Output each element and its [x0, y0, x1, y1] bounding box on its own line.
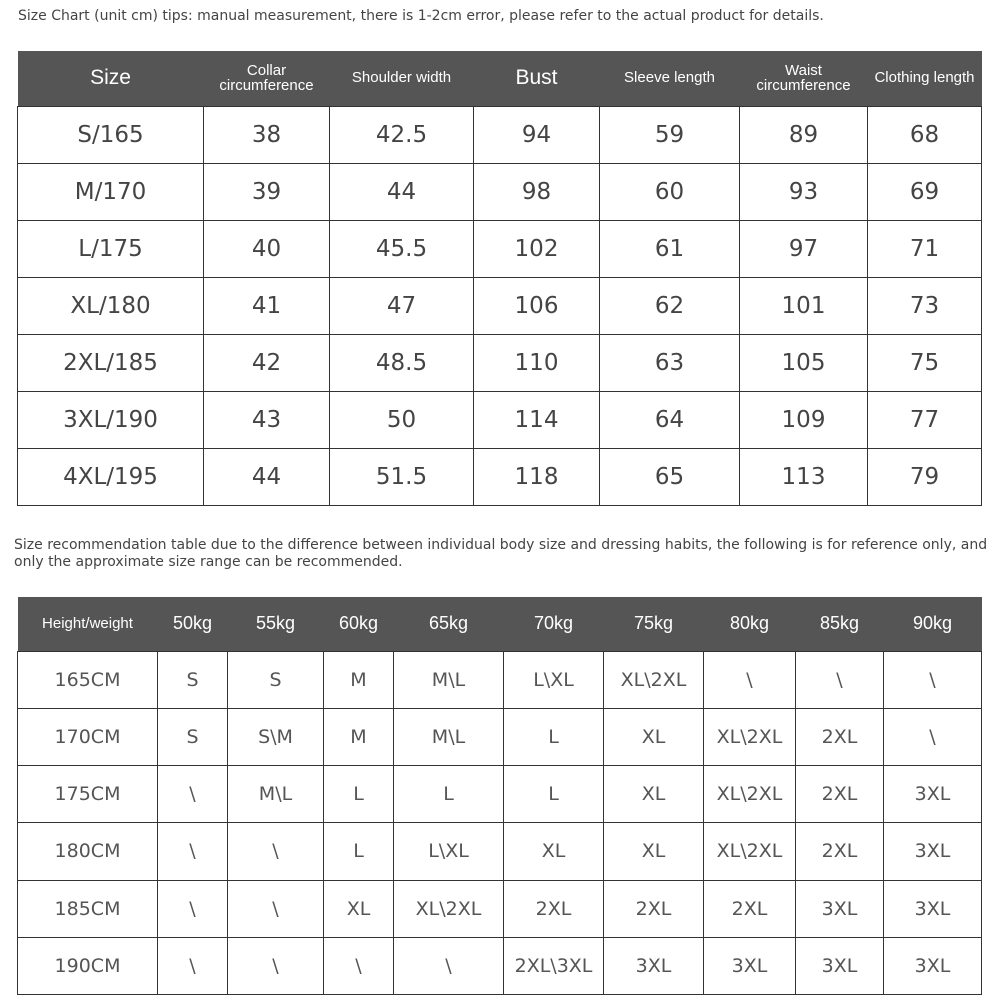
recommendation-row-label: 175CM [18, 766, 158, 823]
recommendation-table-body [18, 651, 982, 995]
recommendation-cell: 2XL\3XL [504, 937, 604, 994]
size-chart-table [17, 51, 982, 506]
recommendation-cell: 3XL [884, 823, 982, 880]
header-weight-50kg: 50kg [172, 613, 213, 634]
recommendation-cell: \ [884, 651, 982, 708]
size-chart-cell: 44 [330, 163, 474, 220]
size-chart-cell: 97 [740, 220, 868, 277]
header-bust: Bust [515, 66, 558, 90]
recommendation-cell: 2XL [504, 880, 604, 937]
recommendation-row [18, 708, 982, 765]
recommendation-cell: \ [228, 937, 324, 994]
size-chart-cell: 45.5 [330, 220, 474, 277]
size-chart-cell: 64 [600, 391, 740, 448]
recommendation-note: Size recommendation table due to the difference between individual body size and dressing habits, the following is for reference only, and only the approximate size range can be recommended. [14, 537, 988, 570]
header-weight-55kg: 55kg [255, 613, 296, 634]
recommendation-row-label: 180CM [18, 823, 158, 880]
header-weight-75kg: 75kg [633, 613, 674, 634]
size-chart-cell: 89 [740, 106, 868, 163]
recommendation-cell: \ [324, 937, 394, 994]
recommendation-cell: XL [604, 766, 704, 823]
size-chart-cell: 47 [330, 277, 474, 334]
size-chart-row-label: XL/180 [18, 277, 204, 334]
size-chart-cell: 98 [474, 163, 600, 220]
size-chart-cell: 63 [600, 334, 740, 391]
size-chart-cell: 41 [204, 277, 330, 334]
size-chart-body [18, 106, 982, 506]
recommendation-cell: \ [884, 708, 982, 765]
size-chart-cell: 113 [740, 448, 868, 505]
recommendation-cell: \ [228, 823, 324, 880]
size-chart-cell: 71 [868, 220, 982, 277]
recommendation-cell: 3XL [704, 937, 796, 994]
size-chart-row [18, 220, 982, 277]
recommendation-cell: S\M [228, 708, 324, 765]
size-chart-cell: 50 [330, 391, 474, 448]
recommendation-cell: \ [158, 880, 228, 937]
recommendation-cell: XL\2XL [704, 823, 796, 880]
size-chart-row-label: M/170 [18, 163, 204, 220]
recommendation-cell: \ [158, 937, 228, 994]
recommendation-cell: 3XL [884, 766, 982, 823]
recommendation-cell: XL [324, 880, 394, 937]
recommendation-cell: 2XL [796, 766, 884, 823]
recommendation-cell: M [324, 708, 394, 765]
recommendation-cell: \ [158, 766, 228, 823]
recommendation-row [18, 766, 982, 823]
header-height-weight: Height/weight [42, 614, 133, 632]
size-chart-cell: 42.5 [330, 106, 474, 163]
size-chart-row [18, 163, 982, 220]
size-chart-cell: 62 [600, 277, 740, 334]
recommendation-cell: 3XL [796, 937, 884, 994]
recommendation-cell: \ [228, 880, 324, 937]
recommendation-cell: XL\2XL [704, 766, 796, 823]
recommendation-cell: XL\2XL [394, 880, 504, 937]
size-recommendation-table [17, 597, 982, 995]
recommendation-cell: S [158, 708, 228, 765]
recommendation-cell: 3XL [604, 937, 704, 994]
header-collar-circumference: Collar circumference [219, 61, 314, 95]
size-chart-cell: 44 [204, 448, 330, 505]
size-chart-cell: 105 [740, 334, 868, 391]
recommendation-cell: L\XL [504, 651, 604, 708]
recommendation-cell: \ [394, 937, 504, 994]
recommendation-cell: L [504, 708, 604, 765]
size-chart-row-label: 3XL/190 [18, 391, 204, 448]
size-chart-cell: 61 [600, 220, 740, 277]
header-size: Size [90, 66, 131, 90]
recommendation-cell: L\XL [394, 823, 504, 880]
header-shoulder-width: Shoulder width [351, 69, 452, 87]
size-chart-cell: 39 [204, 163, 330, 220]
recommendation-cell: 2XL [796, 823, 884, 880]
size-chart-cell: 101 [740, 277, 868, 334]
size-chart-cell: 59 [600, 106, 740, 163]
recommendation-cell: \ [796, 651, 884, 708]
recommendation-cell: 3XL [884, 880, 982, 937]
size-chart-cell: 77 [868, 391, 982, 448]
size-chart-cell: 106 [474, 277, 600, 334]
size-chart-row [18, 391, 982, 448]
recommendation-cell: 2XL [604, 880, 704, 937]
recommendation-cell: L [504, 766, 604, 823]
recommendation-row-label: 170CM [18, 708, 158, 765]
recommendation-cell: \ [704, 651, 796, 708]
size-chart-row [18, 277, 982, 334]
recommendation-cell: M\L [394, 651, 504, 708]
header-weight-65kg: 65kg [428, 613, 469, 634]
size-chart-cell: 79 [868, 448, 982, 505]
recommendation-cell: L [324, 823, 394, 880]
recommendation-cell: M\L [394, 708, 504, 765]
size-chart-cell: 43 [204, 391, 330, 448]
recommendation-cell: L [324, 766, 394, 823]
recommendation-cell: L [394, 766, 504, 823]
size-chart-cell: 109 [740, 391, 868, 448]
size-chart-row [18, 106, 982, 163]
size-chart-row-label: 4XL/195 [18, 448, 204, 505]
recommendation-cell: S [228, 651, 324, 708]
size-chart-note: Size Chart (unit cm) tips: manual measurement, there is 1-2cm error, please refer to the actual product for details. [18, 8, 824, 24]
size-chart-row-label: S/165 [18, 106, 204, 163]
recommendation-cell: 2XL [796, 708, 884, 765]
recommendation-cell: 2XL [704, 880, 796, 937]
size-chart-cell: 65 [600, 448, 740, 505]
recommendation-row [18, 937, 982, 994]
size-chart-cell: 118 [474, 448, 600, 505]
recommendation-row [18, 823, 982, 880]
recommendation-cell: M [324, 651, 394, 708]
size-chart-cell: 60 [600, 163, 740, 220]
header-waist-circumference: Waist circumference [756, 61, 851, 95]
recommendation-row-label: 185CM [18, 880, 158, 937]
header-weight-60kg: 60kg [338, 613, 379, 634]
recommendation-cell: M\L [228, 766, 324, 823]
recommendation-row-label: 190CM [18, 937, 158, 994]
size-chart-cell: 110 [474, 334, 600, 391]
size-chart-cell: 73 [868, 277, 982, 334]
recommendation-cell: XL\2XL [704, 708, 796, 765]
size-chart-cell: 48.5 [330, 334, 474, 391]
size-chart-cell: 68 [868, 106, 982, 163]
size-chart-cell: 69 [868, 163, 982, 220]
size-chart-cell: 94 [474, 106, 600, 163]
size-chart-header-row [18, 51, 982, 106]
header-clothing-length: Clothing length [874, 69, 975, 87]
recommendation-cell: XL [604, 708, 704, 765]
size-chart-cell: 51.5 [330, 448, 474, 505]
recommendation-cell: XL\2XL [604, 651, 704, 708]
header-sleeve-length: Sleeve length [624, 69, 715, 87]
recommendation-cell: 3XL [796, 880, 884, 937]
recommendation-cell: XL [604, 823, 704, 880]
header-weight-85kg: 85kg [819, 613, 860, 634]
header-weight-70kg: 70kg [533, 613, 574, 634]
size-chart-cell: 102 [474, 220, 600, 277]
recommendation-cell: \ [158, 823, 228, 880]
size-chart-cell: 114 [474, 391, 600, 448]
recommendation-header-row [18, 597, 982, 651]
size-chart-cell: 42 [204, 334, 330, 391]
recommendation-row [18, 651, 982, 708]
recommendation-row [18, 880, 982, 937]
size-chart-cell: 38 [204, 106, 330, 163]
size-chart-row [18, 334, 982, 391]
size-chart-cell: 40 [204, 220, 330, 277]
size-chart-row-label: 2XL/185 [18, 334, 204, 391]
size-chart-cell: 93 [740, 163, 868, 220]
size-chart-cell: 75 [868, 334, 982, 391]
recommendation-cell: XL [504, 823, 604, 880]
recommendation-row-label: 165CM [18, 651, 158, 708]
recommendation-cell: S [158, 651, 228, 708]
recommendation-cell: 3XL [884, 937, 982, 994]
header-weight-90kg: 90kg [912, 613, 953, 634]
size-chart-row [18, 448, 982, 505]
header-weight-80kg: 80kg [729, 613, 770, 634]
size-chart-row-label: L/175 [18, 220, 204, 277]
